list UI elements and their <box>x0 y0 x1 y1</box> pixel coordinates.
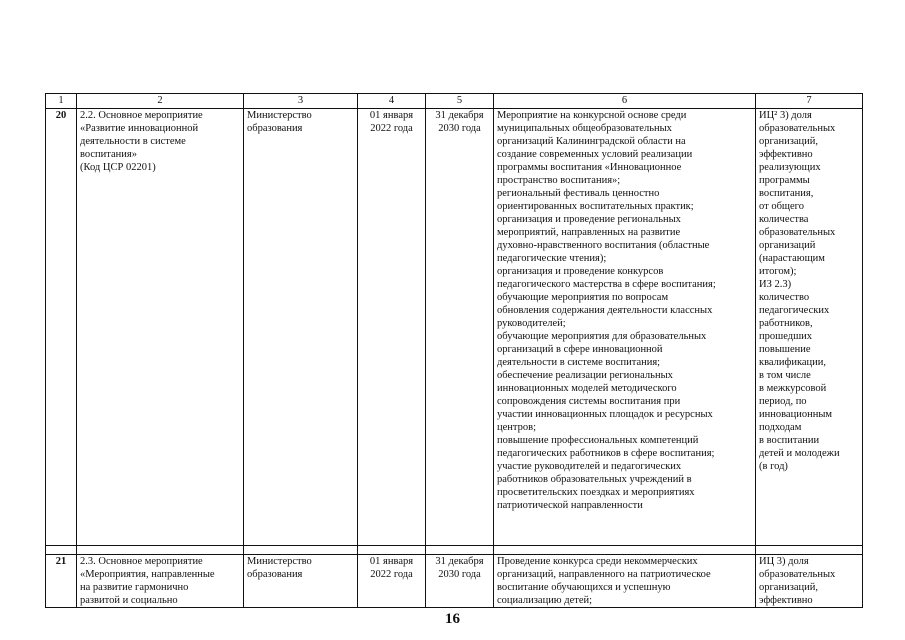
table-row <box>46 109 863 546</box>
text-line: реализующих <box>759 162 821 173</box>
text-line: образовательных <box>759 123 836 134</box>
text-line: воспитания, <box>759 188 814 199</box>
header-cell: 4 <box>358 94 426 109</box>
text-line: просветительских поездках и мероприятиях <box>497 487 695 498</box>
text-line: пространство воспитания»; <box>497 175 621 186</box>
text-line: развитой и социально <box>80 595 178 606</box>
text-line: создание современных условий реализации <box>497 149 693 160</box>
header-row <box>46 94 863 109</box>
start-date-cell <box>358 109 426 546</box>
text-line: 31 декабря <box>435 556 484 567</box>
text-line: обучающие мероприятия по вопросам <box>497 292 669 303</box>
text-line: (нарастающим <box>759 253 825 264</box>
header-cell: 6 <box>494 94 756 109</box>
row-number: 20 <box>46 109 77 546</box>
text-line: участии инновационных площадок и ресурсных <box>497 409 713 420</box>
text-line: в межкурсовой <box>759 383 827 394</box>
text-line: повышение профессиональных компетенций <box>497 435 699 446</box>
text-line: (в год) <box>759 461 788 472</box>
text-line: 01 января <box>369 110 414 121</box>
text-line: ИЗ 2.3) <box>759 279 792 290</box>
text-line: 2022 года <box>370 569 413 580</box>
text-line: руководителей; <box>497 318 566 329</box>
text-line: педагогического мастерства в сфере воспитания; <box>497 279 716 290</box>
executor-cell <box>244 109 358 546</box>
text-line: ориентированных воспитательных практик; <box>497 201 694 212</box>
text-line: подходам <box>759 422 802 433</box>
text-line: деятельности в системе <box>80 136 186 147</box>
text-line: инновационных моделей методического <box>497 383 677 394</box>
text-line: педагогических <box>759 305 830 316</box>
text-line: программы воспитания «Инновационное <box>497 162 682 173</box>
text-line: педагогические чтения); <box>497 253 607 264</box>
text-line: инновационным <box>759 409 833 420</box>
activity-content-cell <box>494 555 756 608</box>
text-line: деятельности в системе воспитания; <box>497 357 661 368</box>
text-line: организаций, <box>759 136 818 147</box>
text-line: мероприятий, направленных на развитие <box>497 227 681 238</box>
text-line: сопровождения системы воспитания при <box>497 396 681 407</box>
text-line: 31 декабря <box>435 110 484 121</box>
text-line: организация и проведение конкурсов <box>497 266 664 277</box>
text-line: центров; <box>497 422 536 433</box>
text-line: обучающие мероприятия для образовательных <box>497 331 707 342</box>
indicators-cell <box>756 555 863 608</box>
text-line: программы <box>759 175 810 186</box>
text-line: Министерство <box>247 556 312 567</box>
header-cell: 7 <box>756 94 863 109</box>
text-line: организация и проведение региональных <box>497 214 681 225</box>
text-line: в том числе <box>759 370 811 381</box>
text-line: 2030 года <box>438 123 481 134</box>
text-line: на развитие гармонично <box>80 582 189 593</box>
text-line: образовательных <box>759 569 836 580</box>
text-line: период, по <box>759 396 807 407</box>
text-line: от общего <box>759 201 804 212</box>
table-row-spacer <box>46 546 863 555</box>
header-cell: 2 <box>77 94 244 109</box>
executor-cell <box>244 555 358 608</box>
page-number: 16 <box>445 611 460 627</box>
end-date-cell <box>426 109 494 546</box>
text-line: участие руководителей и педагогических <box>497 461 682 472</box>
activity-name-cell <box>77 555 244 608</box>
text-line: эффективно <box>759 595 813 606</box>
text-line: муниципальных общеобразовательных <box>497 123 672 134</box>
text-line: квалификации, <box>759 357 827 368</box>
text-line: повышение <box>759 344 811 355</box>
text-line: эффективно <box>759 149 813 160</box>
text-line: воспитания» <box>80 149 137 160</box>
text-line: Министерство <box>247 110 312 121</box>
text-line: организаций, <box>759 582 818 593</box>
text-line: социализацию детей; <box>497 595 593 606</box>
text-line: патриотической направленности <box>497 500 643 511</box>
text-line: образования <box>247 123 303 134</box>
program-table <box>45 93 863 608</box>
text-line: 2.3. Основное мероприятие <box>80 556 203 567</box>
text-line: организаций Калининградской области на <box>497 136 686 147</box>
text-line: ИЦ² 3) доля <box>759 110 812 121</box>
text-line: «Мероприятия, направленные <box>80 569 215 580</box>
start-date-cell <box>358 555 426 608</box>
text-line: организаций в сфере инновационной <box>497 344 663 355</box>
activity-name-cell <box>77 109 244 546</box>
text-line: (Код ЦСР 02201) <box>80 162 156 173</box>
text-line: обеспечение реализации региональных <box>497 370 673 381</box>
text-line: работников, <box>759 318 813 329</box>
text-line: образования <box>247 569 303 580</box>
text-line: ИЦ 3) доля <box>759 556 809 567</box>
text-line: 2022 года <box>370 123 413 134</box>
text-line: региональный фестиваль ценностно <box>497 188 660 199</box>
indicators-cell <box>756 109 863 546</box>
text-line: прошедших <box>759 331 813 342</box>
text-line: образовательных <box>759 227 836 238</box>
header-cell: 3 <box>244 94 358 109</box>
header-cell: 5 <box>426 94 494 109</box>
text-line: 2.2. Основное мероприятие <box>80 110 203 121</box>
text-line: организаций, направленного на патриотическое <box>497 569 711 580</box>
text-line: количества <box>759 214 809 225</box>
text-line: работников образовательных учреждений в <box>497 474 692 485</box>
text-line: организаций <box>759 240 816 251</box>
text-line: воспитание обучающихся и успешную <box>497 582 671 593</box>
text-line: 2030 года <box>438 569 481 580</box>
text-line: количество <box>759 292 810 303</box>
activity-content-cell <box>494 109 756 546</box>
text-line: детей и молодежи <box>759 448 840 459</box>
text-line: обновления содержания деятельности классных <box>497 305 713 316</box>
text-line: в воспитании <box>759 435 820 446</box>
text-line: Проведение конкурса среди некоммерческих <box>497 556 698 567</box>
text-line: духовно-нравственного воспитания (областные <box>497 240 710 251</box>
header-cell: 1 <box>46 94 77 109</box>
row-number: 21 <box>46 555 77 608</box>
end-date-cell <box>426 555 494 608</box>
text-line: Мероприятие на конкурсной основе среди <box>497 110 687 121</box>
text-line: 01 января <box>369 556 414 567</box>
text-line: итогом); <box>759 266 797 277</box>
text-line: педагогических работников в сфере воспитания; <box>497 448 715 459</box>
table-row <box>46 555 863 608</box>
text-line: «Развитие инновационной <box>80 123 199 134</box>
